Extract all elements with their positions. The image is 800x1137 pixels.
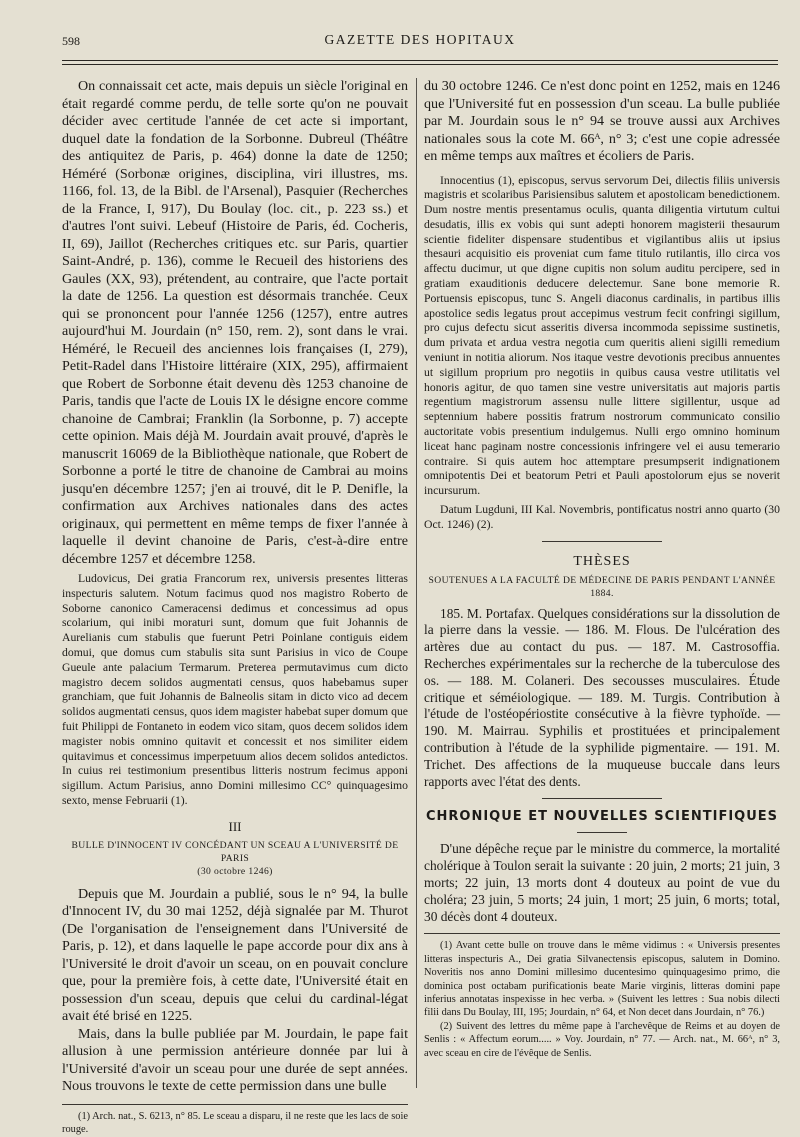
right-column bbox=[424, 78, 780, 1098]
section-title: BULLE D'INNOCENT IV CONCÉDANT UN SCEAU A L'UNIVERSITÉ DE PARIS bbox=[71, 839, 399, 864]
theses-list: 185. M. Portafax. Quelques considérations sur la dissolution de la pierre dans la vessie. — 186. M. Flous. De l'ulcération des artères due au contact du pus. — 187. M. Castrosoffia. Recherches expérimentales sur la recherche de la tuberculose des os. — 188. M. Colaneri. Des secousses musculaires. Étude critique et séméiologique. — 189. M. Turgis. Contribution à l'étude de l'ostéopériostite consécutive à la fièvre typhoïde. — 190. M. Mairrau. Syphilis et prostituées et principalement contribution à l'étude de la syphilide pigmentaire. — 191. M. Trichet. Des affections de la muqueuse buccale dans leurs rapports avec l'état des dents. bbox=[424, 605, 780, 789]
page-header bbox=[62, 28, 778, 52]
left-column bbox=[62, 78, 408, 1136]
chronique-heading: CHRONIQUE ET NOUVELLES SCIENTIFIQUES bbox=[425, 809, 779, 825]
header-rule-bottom bbox=[62, 64, 778, 65]
right-latin-bull: Innocentius (1), episcopus, servus servorum Dei, dilectis filiis universis magistris et scolaribus Parisiensibus salutem et apostolicam benedictionem. Dum nostre mentis presentamus oculis, quanta diligentia virtutum cultui desudatis, illis ex vobis qui sunt adepti honorem magisterii thesaurum scientie fideliter dispensare studentibus et vigilantibus aliis ut ipsius thesauri acquisitio eis proveniat cum fame titulo rutilantis, illo circa vos affectu ducimur, ut que digne cupitis non solum auditu percipere, sed in gratiam exauditionis deducere delectemur. Sane bone memorie R. Portuensis episcopus, tunc S. Angeli diaconus cardinalis, in partibus illis apostolice sedis legatus prout accepimus vestrum fecit confringi sigillum, pro cujus defectu sicut asseritis diversa incommoda sepissime sustinetis, dum privata et ardua vestra negotia cum queritis alieni sigilli remedium veniunt in notitia aliorum. Nos itaque vestre devotionis precibus annuentes ut sigillum proprium pro negotiis in quibus causa vestre utilitatis vel honoris agitur, de quo tamen sine vestre universitatis aut majoris partis regentium magistrorum assensu nulle littere sigillentur, usque ad septennium habere possitis fratrum nostrorum communicato consilio auctoritate vobis presentium indulgemus. Nulli ergo omnino hominum liceat hanc paginam nostre concessionis infringere vel ei ausu temerario contraire. Si quis autem hoc attemptare presumpserit indignationem omnipotentis Dei et beatorum Petri et Pauli apostolorum ejus se noverit incursurum. bbox=[424, 173, 780, 498]
separator-ornament bbox=[542, 798, 662, 799]
left-paragraph-bulle: Depuis que M. Jourdain a publié, sous le n° 94, la bulle d'Innocent IV, du 30 mai 1252, déjà signalée par M. Thurot (De l'organisation de l'enseignement dans l'Université de Paris, p. 12), et dans laquelle le pape accorde pour dix ans à l'Université le droit d'avoir un sceau, on en pouvait conclure que, pour la première fois, à cette date, l'Université était en possession d'un sceau, depuis que celui du cardinal-légat avait été brisé en 1225. bbox=[62, 885, 408, 1025]
right-paragraph-continuation: du 30 octobre 1246. Ce n'est donc point en 1252, mais en 1246 que l'Université fut en possession d'un sceau. La bulle publiée par M. Jourdain sous le n° 94 se trouve aussi aux Archives nationales sous la cote M. 66ᴬ, n° 3; c'est une copie adressée en même temps aux maîtres et écoliers de Paris. bbox=[424, 78, 780, 164]
section-number: III bbox=[228, 818, 242, 834]
header-rule-top bbox=[62, 60, 778, 61]
left-footnote: (1) Arch. nat., S. 6213, n° 85. Le sceau a disparu, il ne reste que les lacs de soie rouge. bbox=[62, 1110, 408, 1136]
chronique-text: D'une dépêche reçue par le ministre du commerce, la mortalité cholérique à Toulon serait la suivante : 20 juin, 2 morts; 21 juin, 3 morts; 22 juin, 13 morts dont 4 douteux au point de vue du choléra; 23 juin, 5 morts; 24 juin, 1 mort; 25 juin, 6 morts; total, 30 décès dont 4 douteux. bbox=[424, 841, 780, 924]
right-footnote-rule bbox=[424, 933, 780, 934]
right-datum: Datum Lugduni, III Kal. Novembris, pontificatus nostri anno quarto (30 Oct. 1246) (2). bbox=[424, 503, 780, 531]
separator bbox=[542, 541, 662, 542]
page-number: 598 bbox=[62, 34, 80, 48]
column-divider bbox=[416, 78, 417, 1088]
left-latin-charter: Ludovicus, Dei gratia Francorum rex, universis presentes litteras inspecturis salutem. Notum facimus quod nos magistro Roberto de Soborne canonico Cameracensi dedimus et concessimus ad opus scolarium, qui inibi moraturi sunt, domum que fuit Johannis de Aurelianis cum stabulis que fuerunt Petri Poinlane contiguis eidem domui, que domus cum stabulis sita sunt Parisius in vico de Coupe Gueule ante palacium Termarum. Preterea permutavimus cum dicto magistro decem solidos augmentati census, quos habebamus super granchiam, que fuit Johannis de Balneolis sitam in dicto vico ad decem solidos augmentati census, quos idem magister habebat super domum que fuit Philippi de Fontaneto in eodem vico sitam, quos decem solidos idem magister nobis omnino quitavit et concessit et nos similiter eidem quitavimus et concessimus imperpetuum alios decem solidos antedictos. In cuius rei testimonium presentibus litteris nostrum fecimus apponi sigillum. Actum Parisius, anno Domini millesimo CC° quinquagesimo sexto, mense Februarii (1). bbox=[62, 572, 408, 807]
left-paragraph-sorbonne: On connaissait cet acte, mais depuis un siècle l'original en était regardé comme perdu, de telle sorte qu'on ne pouvait décider avec certitude l'année de cet acte si important, duquel date la fondation de la Sorbonne. Dubreul (Théâtre des antiquitez de Paris, p. 464) donne la date de 1250; Héméré (Sorbonæ origines, disciplina, viri illustres, ms. 1166, fol. 13, de la Bibl. de l'Arsenal), Pasquier (Recherches de la France, I, 917), Du Boulay (loc. cit., p. 223 ss.) et d'autres l'ont suivi. Lebeuf (Histoire de Paris, éd. Cocheris, II, 69), Jaillot (Recherches critiques etc. sur Paris, quartier Saint-André, p. 136), comme le Recueil des historiens des Gaules (XX, 93), prétendent, au contraire, que l'acte portait la date de 1256. La question est désormais tranchée. Ceux qui se prononcent pour l'année 1256 (1257), entre autres aujourd'hui M. Jourdain (n° 150, rem. 2), sont dans le vrai. Héméré, le Recueil des anciennes lois françaises (I, 279), Petit-Radel dans l'Histoire littéraire (XIX, 295), affirmaient que Robert de Sorbonne était devenu dès 1253 chanoine de Paris, tandis que l'acte de Louis IX le désigne encore comme chanoine de Cambrai; Franklin (la Sorbonne, p. 7) accepte cette opinion. Mais déjà M. Jourdain avait prouvé, d'après le manuscrit 16069 de la Bibliothèque nationale, que Robert de Sorbonne a porté le titre de chanoine de Cambrai au moins jusqu'en décembre 1257; j'en ai trouvé, dit le P. Denifle, la confirmation aux Archives nationales dans des actes originaux, qui permettent en même temps de fixer l'année à laquelle il devint chanoine de Paris, c'est-à-dire entre décembre 1257 et décembre 1258. bbox=[62, 78, 408, 567]
left-paragraph-permission: Mais, dans la bulle publiée par M. Jourdain, le pape fait allusion à une permission antérieure donnée par lui à l'Université d'avoir un sceau pour une durée de sept années. Nous trouvons le texte de cette permission dans une bulle bbox=[62, 1025, 408, 1095]
theses-subtitle: SOUTENUES A LA FACULTÉ DE MÉDECINE DE PARIS PENDANT L'ANNÉE 1884. bbox=[428, 574, 776, 599]
right-footnote-1: (1) Avant cette bulle on trouve dans le même vidimus : « Universis presentes litteras inspecturis A., Dei gratia Silvanectensis episcopus, salutem in Domino. Noveritis nos anno Domini millesimo ducentesimo quinquagesimo primo, die dominica post octabam purificationis beate Marie virginis, litteras domini pape inferius annotatas inspexisse in hec verba. » (Suivent les lettres : Sua nobis dilecti filii dans Du Boulay, III, 195; Jourdain, n° 64, et Non decet dans Jourdain, n° 76.) bbox=[424, 940, 780, 1019]
footnote-rule bbox=[62, 1104, 408, 1105]
section-date: (30 octobre 1246) bbox=[197, 865, 273, 877]
running-title: GAZETTE DES HOPITAUX bbox=[324, 32, 516, 47]
chronique-rule bbox=[577, 832, 627, 833]
theses-title: THÈSES bbox=[573, 553, 631, 569]
right-footnote-2: (2) Suivent des lettres du même pape à l'archevêque de Reims et au doyen de Senlis : « Affectum eorum..... » Voy. Jourdain, n° 77. — Arch. nat., M. 66ᴬ, n° 3, avec sceau en cire de l'évêque de Senlis. bbox=[424, 1020, 780, 1059]
